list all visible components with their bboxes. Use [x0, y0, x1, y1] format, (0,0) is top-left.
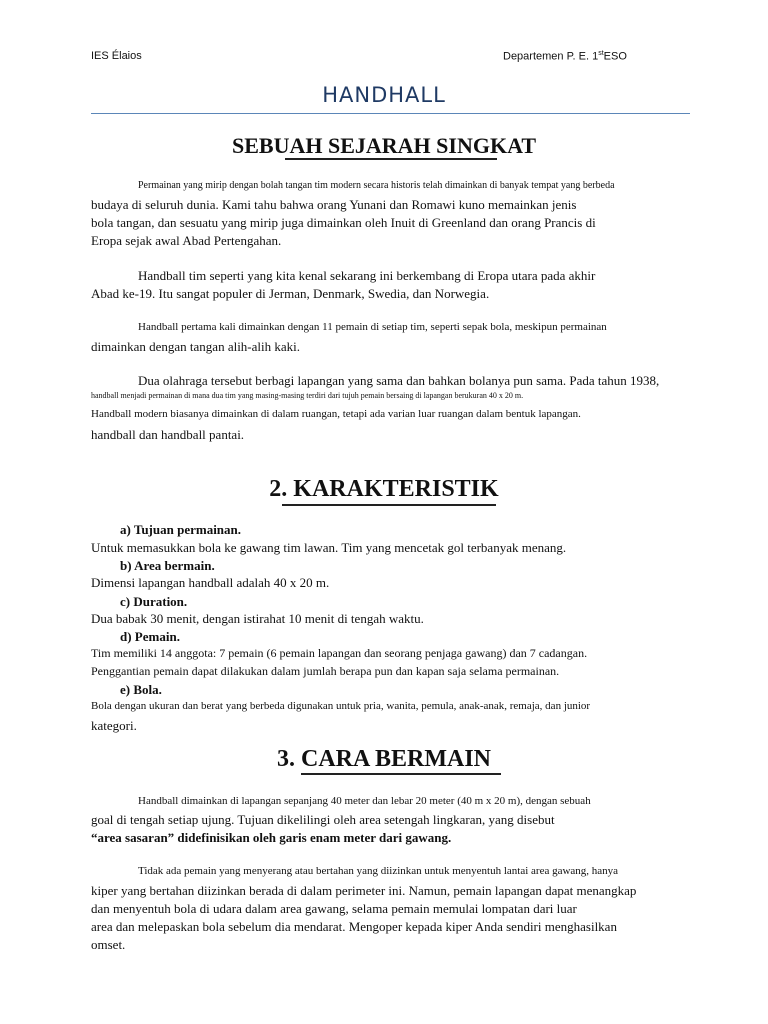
section-heading-underline [301, 773, 501, 775]
section-heading-underline [285, 158, 497, 160]
paragraph-line: kiper yang bertahan diizinkan berada di dalam perimeter ini. Namun, pemain lapangan dapat menangkap [91, 883, 637, 898]
header-department-sup: st [598, 50, 604, 57]
item-text: Untuk memasukkan bola ke gawang tim lawan. Tim yang mencetak gol terbanyak menang. [91, 540, 567, 555]
item-text: kategori. [91, 718, 137, 733]
item-text: Dua babak 30 menit, dengan istirahat 10 menit di tengah waktu. [91, 611, 424, 626]
paragraph-line: Dua olahraga tersebut berbagi lapangan yang sama dan bahkan bolanya pun sama. Pada tahun 1938, [138, 373, 660, 388]
item-text: Tim memiliki 14 anggota: 7 pemain (6 pemain lapangan dan seorang penjaga gawang) dan 7 cadangan. [91, 646, 588, 660]
header-department-suffix: ESO [603, 50, 627, 63]
paragraph-line: handball menjadi permainan di mana dua tim yang masing-masing terdiri dari tujuh pemain bersaing di lapangan berukuran 40 x 20 m. [91, 391, 524, 400]
item-text: Bola dengan ukuran dan berat yang berbeda digunakan untuk pria, wanita, pemula, anak-anak, remaja, dan junior [91, 700, 591, 712]
section-heading-characteristics: 2. KARAKTERISTIK [269, 476, 499, 502]
section-heading-history: SEBUAH SEJARAH SINGKAT [232, 133, 536, 158]
paragraph-line: budaya di seluruh dunia. Kami tahu bahwa orang Yunani dan Romawi kuno memainkan jenis [91, 197, 577, 212]
paragraph-line: omset. [91, 937, 126, 952]
header-school: IES Élaios [91, 50, 142, 62]
paragraph-line: Abad ke-19. Itu sangat populer di Jerman, Denmark, Swedia, dan Norwegia. [91, 286, 490, 301]
paragraph-line: “area sasaran” didefinisikan oleh garis enam meter dari gawang. [91, 830, 452, 845]
header-department-text: Departemen P. E. 1 [503, 50, 599, 63]
paragraph-line: Handball tim seperti yang kita kenal sekarang ini berkembang di Eropa utara pada akhir [138, 268, 596, 283]
item-label: b) Area bermain. [120, 558, 215, 573]
paragraph-line: Permainan yang mirip dengan bolah tangan tim modern secara historis telah dimainkan di banyak tempat yang berbeda [138, 180, 615, 191]
section-heading-underline [282, 504, 496, 506]
item-text: Penggantian pemain dapat dilakukan dalam jumlah berapa pun dan kapan saja selama permainan. [91, 664, 560, 678]
section-heading-how-to-play: 3. CARA BERMAIN [276, 746, 491, 772]
paragraph-line: goal di tengah setiap ujung. Tujuan dikelilingi oleh area setengah lingkaran, yang disebut [91, 812, 555, 827]
item-label: c) Duration. [120, 594, 188, 609]
paragraph-line: bola tangan, dan sesuatu yang mirip juga dimainkan oleh Inuit di Greenland dan orang Prancis di [91, 215, 596, 230]
header-department [503, 50, 627, 63]
paragraph-line: area dan melepaskan bola sebelum dia mendarat. Mengoper kepada kiper Anda sendiri menghasilkan [91, 919, 617, 934]
item-text: Dimensi lapangan handball adalah 40 x 20 m. [91, 575, 330, 590]
paragraph-line: Eropa sejak awal Abad Pertengahan. [91, 233, 282, 248]
item-label: d) Pemain. [120, 629, 180, 644]
paragraph-line: Handball pertama kali dimainkan dengan 11 pemain di setiap tim, seperti sepak bola, meskipun permainan [138, 321, 607, 333]
title-divider [91, 113, 690, 114]
paragraph-line: Handball dimainkan di lapangan sepanjang 40 meter dan lebar 20 meter (40 m x 20 m), dengan sebuah [138, 795, 591, 807]
paragraph-line: handball dan handball pantai. [91, 427, 245, 442]
paragraph-line: Handball modern biasanya dimainkan di dalam ruangan, tetapi ada varian luar ruangan dalam bentuk lapangan. [91, 408, 581, 420]
paragraph-line: dan menyentuh bola di udara dalam area gawang, selama pemain memulai lompatan dari luar [91, 901, 577, 916]
item-label: e) Bola. [120, 682, 162, 697]
item-label: a) Tujuan permainan. [120, 522, 242, 537]
paragraph-line: Tidak ada pemain yang menyerang atau bertahan yang diizinkan untuk menyentuh lantai area gawang, hanya [138, 865, 619, 877]
document-title: HANDHALL [322, 83, 446, 107]
paragraph-line: dimainkan dengan tangan alih-alih kaki. [91, 339, 301, 354]
